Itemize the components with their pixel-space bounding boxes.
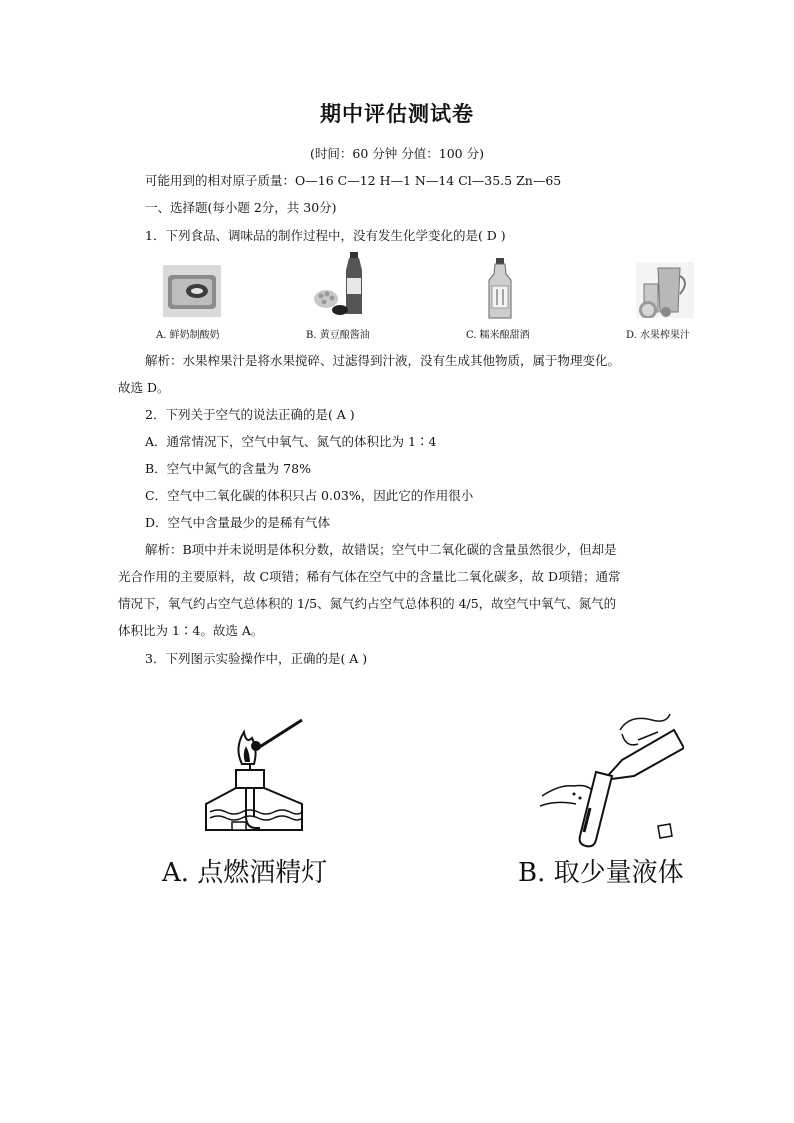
section-heading: 一、选择题(每小题 2分，共 30分)	[145, 200, 337, 215]
question-2-analysis-line: 体积比为 1∶4。故选 A。	[118, 623, 264, 638]
option-c-caption: C. 糯米酿甜酒	[466, 330, 530, 341]
option-a-caption: A. 鲜奶制酸奶	[156, 330, 220, 341]
rice-wine-icon	[484, 258, 516, 320]
question-1-stem: 1．下列食品、调味品的制作过程中，没有发生化学变化的是( D )	[145, 228, 506, 243]
question-1-analysis: 解析：水果榨果汁是将水果搅碎、过滤得到汁液，没有生成其他物质，属于物理变化。	[145, 353, 621, 368]
question-2-analysis-line: 解析：B项中并未说明是体积分数，故错误；空气中二氧化碳的含量虽然很少，但却是	[145, 542, 617, 557]
exam-info: (时间：60 分钟 分值：100 分)	[310, 146, 484, 161]
question-3-stem: 3．下列图示实验操作中，正确的是( A )	[145, 651, 368, 666]
question-2-analysis-line: 情况下，氧气约占空气总体积的 1/5、氮气约占空气总体积的 4/5，故空气中氧气、氮气的	[118, 596, 617, 611]
question-2-option-c: C．空气中二氧化碳的体积只占 0.03%，因此它的作用很小	[145, 488, 474, 503]
juice-icon	[636, 262, 694, 318]
question-2-option-b: B．空气中氮气的含量为 78%	[145, 461, 311, 476]
yogurt-icon	[163, 265, 221, 317]
atomic-masses: 可能用到的相对原子质量：O—16 C—12 H—1 N—14 Cl—35.5 Zn—65	[145, 173, 562, 188]
question-2-analysis-line: 光合作用的主要原料，故 C项错；稀有气体在空气中的含量比二氧化碳多，故 D项错；通常	[118, 569, 621, 584]
alcohol-lamp-icon	[198, 712, 310, 842]
pour-liquid-icon	[534, 700, 684, 848]
soy-sauce-icon	[312, 252, 372, 318]
question-1-answer: 故选 D。	[118, 380, 170, 395]
question-2-option-a: A．通常情况下，空气中氧气、氮气的体积比为 1∶4	[145, 434, 437, 449]
option-d-caption: D. 水果榨果汁	[626, 330, 691, 341]
question-2-stem: 2．下列关于空气的说法正确的是( A )	[145, 407, 355, 422]
figure-a-caption: A. 点燃酒精灯	[162, 858, 328, 888]
page-title: 期中评估测试卷	[320, 102, 474, 126]
figure-b-caption: B. 取少量液体	[518, 858, 684, 888]
option-b-caption: B. 黄豆酿酱油	[306, 330, 370, 341]
question-2-option-d: D．空气中含量最少的是稀有气体	[145, 515, 331, 530]
